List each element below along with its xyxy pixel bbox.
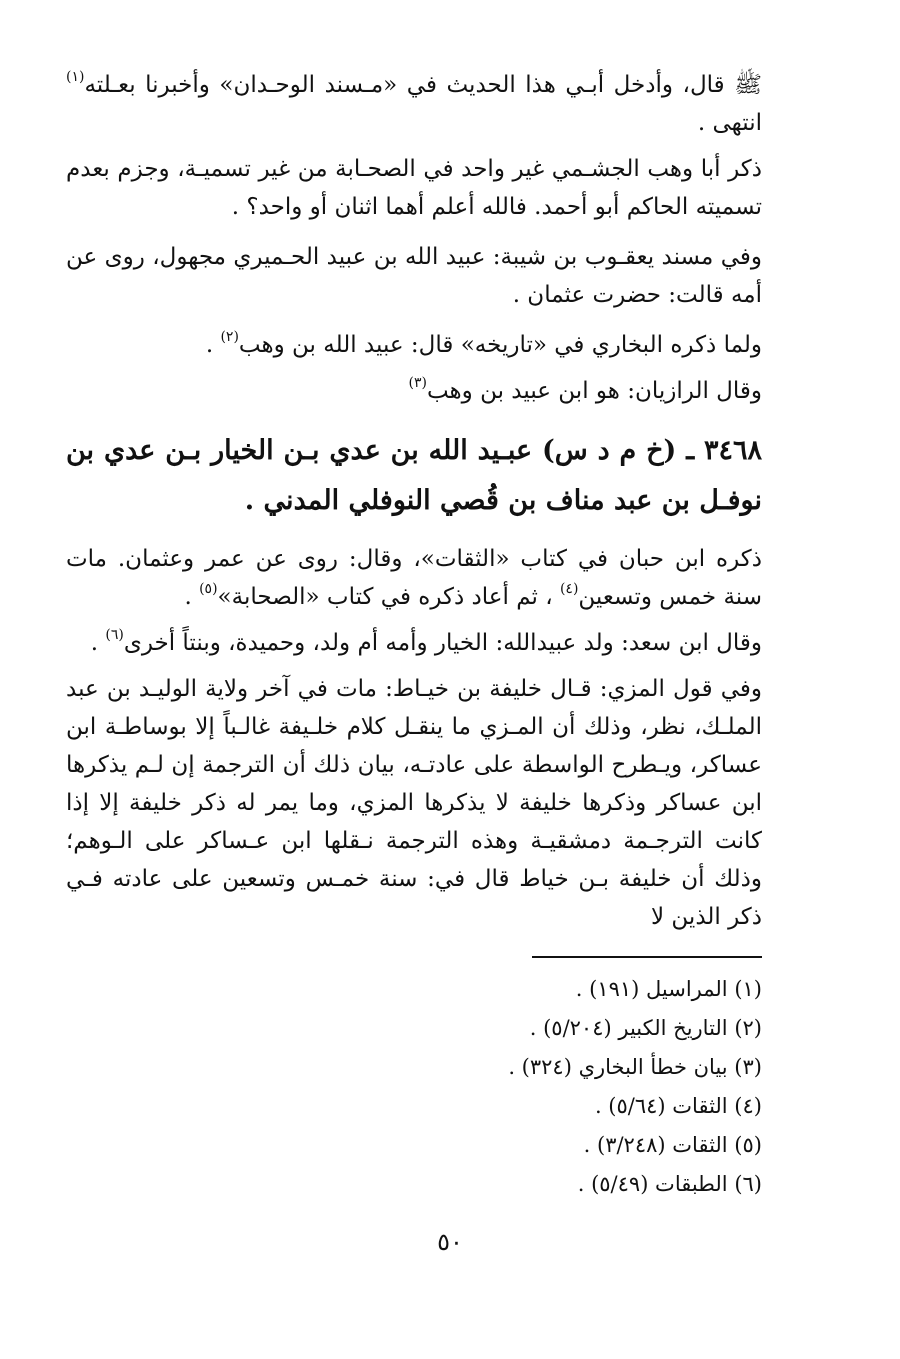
footnote-4: (٤) الثقات (٥/٦٤) . — [594, 1094, 762, 1118]
paragraph-4-text: ولما ذكره البخاري في «تاريخه» قال: عبيد الله بن وهب — [238, 332, 762, 358]
entry-paragraph-3-text: وفي قول المزي: قـال خليفة بن خيـاط: مات في آخر ولاية الوليـد بن عبد الملـك، نظر، وذلك أن المـزي ما ينقـل كلام خلـيفة غالـباً إلا بوساطـة ابن عساكر، ويـطرح الواسطة على عادتـه، بيان ذلك أن الترجمة إن لـم يذكرها ابن عساكر وذكرها خليفة لا يذكرها المزي، وما يمر له ذكر خليفة إلا إذا كانت الترجـمة دمشقيـة وهذه الترجمة نـقلها ابن عـساكر على الـوهم؛ وذلك أن خليفة بـن خياط قال في: سنة خمـس وتسعين على عادته فـي ذكر الذين لا — [66, 676, 762, 930]
footnote-ref-4: (٤) — [559, 581, 579, 598]
entry-paragraph-1-tail2: . — [184, 584, 200, 610]
entry-paragraph-2-text: وقال ابن سعد: ولد عبيدالله: الخيار وأمه أم ولد، وحميدة، وبنتاً أخرى — [123, 630, 762, 656]
entry-paragraph-3 — [66, 670, 762, 936]
footnote-3: (٣) بيان خطأ البخاري (٣٢٤) . — [508, 1055, 762, 1079]
paragraph-5-text: وقال الرازيان: هو ابن عبيد بن وهب — [426, 378, 762, 404]
footnote-2: (٢) التاريخ الكبير (٥/٢٠٤) . — [529, 1016, 762, 1040]
paragraph-2-text: ذكر أبا وهب الجشـمي غير واحد في الصحـابة من غير تسميـة، وجزم بعدم تسميته الحاكم أبو أحمد. فالله أعلم أهما اثنان أو واحد؟ . — [66, 156, 762, 220]
paragraph-2 — [66, 150, 762, 226]
main-text — [66, 66, 762, 936]
entry-heading: ٣٤٦٨ ـ (خ م د س) عبـيد الله بن عدي بـن الخيار بـن عدي بن نوفـل بن عبد مناف بن قُصي النوفلي المدني . — [66, 435, 762, 516]
footnote-ref-3: (٣) — [408, 375, 427, 392]
paragraph-1 — [66, 66, 762, 142]
footnote-ref-2: (٢) — [220, 329, 239, 346]
paragraph-4-tail: . — [205, 332, 221, 358]
footnote-5: (٥) الثقات (٣/٢٤٨) . — [583, 1133, 762, 1157]
entry-paragraph-1-tail: ، ثم أعاد ذكره في كتاب «الصحابة» — [217, 584, 560, 610]
footnote-1: (١) المراسيل (١٩١) . — [575, 977, 762, 1001]
footnote-ref-5: (٥) — [199, 581, 218, 598]
paragraph-1-text: ﷺ قال، وأدخل أبـي هذا الحديث في «مـسند الوحـدان» وأخبرنا بعـلته — [84, 72, 762, 98]
entry-paragraph-2-tail: . — [90, 630, 106, 656]
footnote-ref-1: (١) — [66, 69, 85, 86]
footnotes-list — [142, 970, 762, 1204]
footnote-6: (٦) الطبقات (٥/٤٩) . — [577, 1172, 762, 1196]
entry-paragraph-2 — [66, 624, 762, 662]
entry-paragraph-1-text: ذكره ابن حبان في كتاب «الثقات»، وقال: روى عن عمر وعثمان. مات سنة خمس وتسعين — [66, 546, 762, 610]
paragraph-4 — [66, 326, 762, 364]
paragraph-3-text: وفي مسند يعقـوب بن شيبة: عبيد الله بن عبيد الحـميري مجهول، روى عن أمه قالت: حضرت عثمان . — [66, 244, 762, 308]
page-number: ٥٠ — [437, 1228, 463, 1256]
paragraph-5 — [66, 372, 762, 410]
paragraph-1-tail: انتهى . — [697, 110, 762, 136]
paragraph-3 — [66, 238, 762, 314]
entry-paragraph-1 — [66, 540, 762, 616]
footnote-divider — [532, 956, 762, 958]
footnote-ref-6: (٦) — [105, 627, 124, 644]
